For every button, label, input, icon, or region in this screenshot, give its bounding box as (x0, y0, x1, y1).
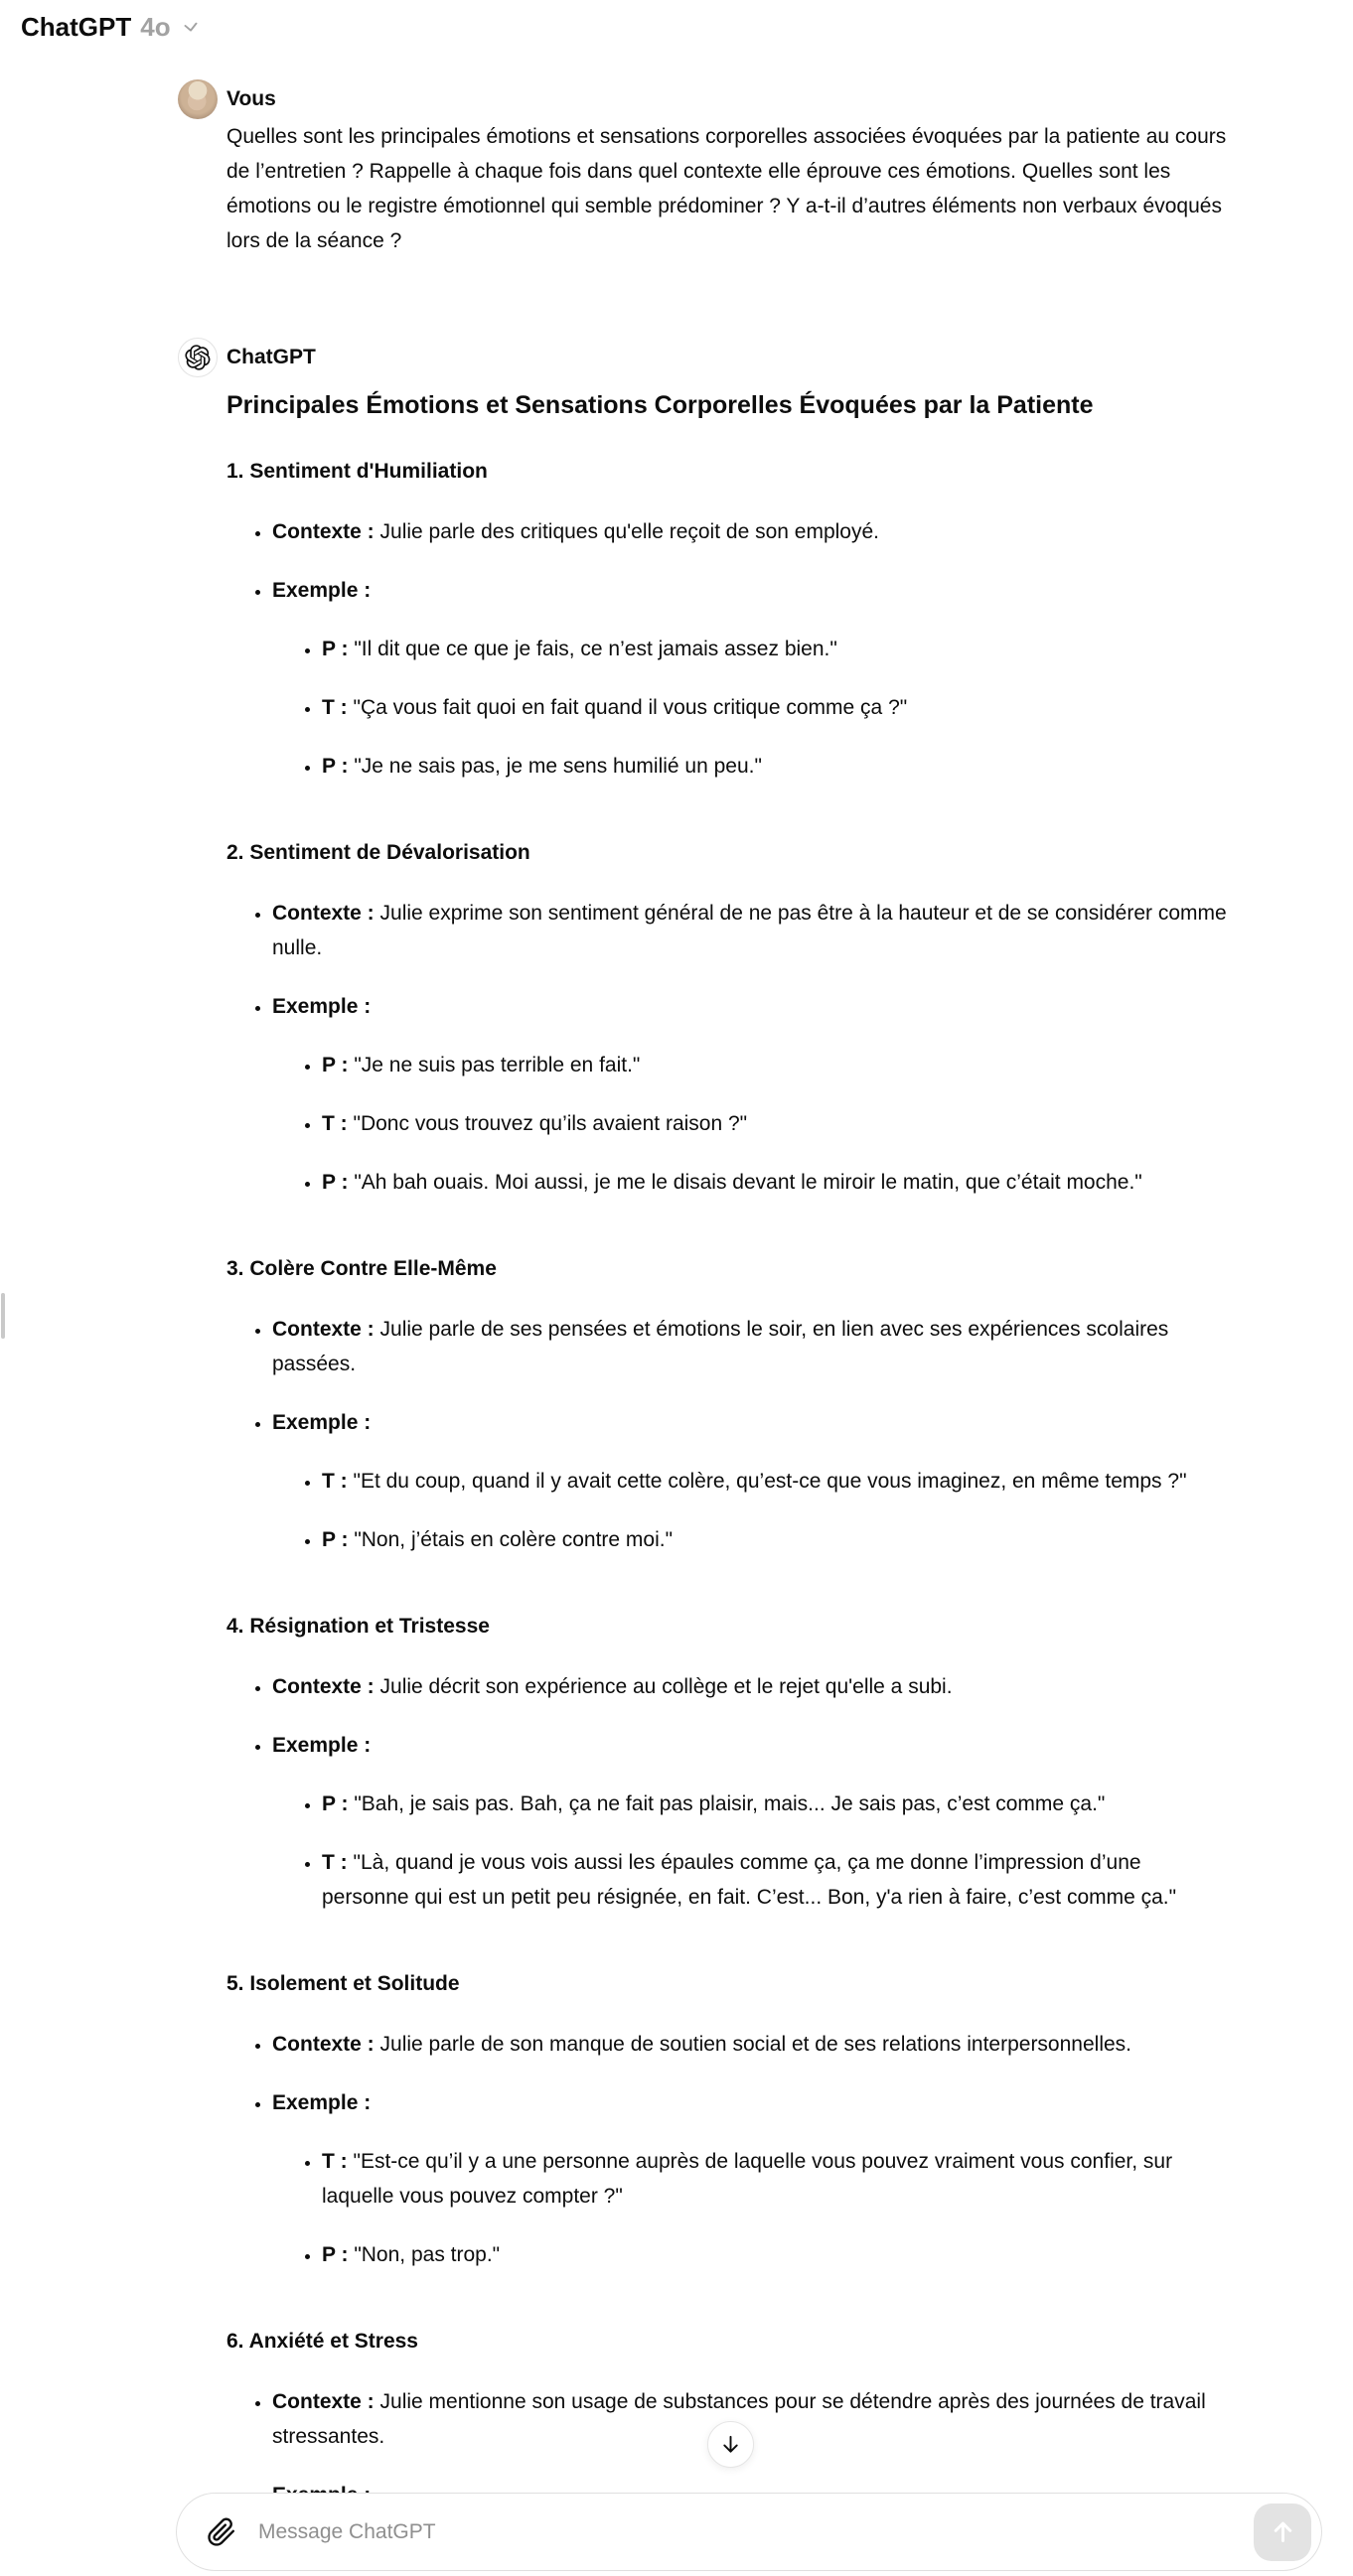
response-section-4 (226, 1609, 1232, 1915)
exemple-label: Exemple : (272, 2091, 372, 2114)
exemple-label: Exemple : (272, 1734, 372, 1757)
quote-list (272, 2144, 1232, 2272)
contexte-text: Julie parle de son manque de soutien social et de ses relations interpersonnelles. (379, 2033, 1131, 2056)
section-list (226, 1669, 1232, 1915)
contexte-label: Contexte : (272, 2390, 375, 2413)
section-title: 6. Anxiété et Stress (226, 2330, 418, 2353)
assistant-message (178, 338, 1282, 2536)
quote-item (322, 690, 1232, 725)
section-list (226, 1312, 1232, 1557)
speaker-label: T : (322, 2150, 348, 2173)
attach-file-button[interactable] (199, 2509, 244, 2555)
app-title: ChatGPT (21, 12, 132, 42)
model-name: 4o (140, 12, 171, 42)
quote-text: "Là, quand je vous vois aussi les épaules comme ça, ça me donne l’impression d’une personne qui est un petit peu résignée, en fait. C’est... Bon, y'a rien à faire, c’est comme ça." (322, 1851, 1177, 1909)
conversation (178, 79, 1282, 2536)
contexte-text: Julie parle des critiques qu'elle reçoit de son employé. (379, 520, 879, 543)
exemple-label: Exemple : (272, 995, 372, 1018)
contexte-item (272, 514, 1232, 549)
quote-item (322, 632, 1232, 666)
speaker-label: T : (322, 1470, 348, 1493)
response-section-3 (226, 1251, 1232, 1557)
speaker-label: P : (322, 755, 349, 778)
contexte-text: Julie parle de ses pensées et émotions le soir, en lien avec ses expériences scolaires passées. (272, 1318, 1169, 1375)
contexte-item (272, 1669, 1232, 1704)
speaker-label: P : (322, 638, 349, 660)
quote-item (322, 749, 1232, 784)
send-button[interactable] (1254, 2504, 1311, 2561)
quote-list (272, 632, 1232, 784)
speaker-label: P : (322, 2243, 349, 2266)
chevron-down-icon (180, 18, 202, 40)
contexte-label: Contexte : (272, 902, 375, 925)
speaker-label: P : (322, 1171, 349, 1194)
exemple-label: Exemple : (272, 1411, 372, 1434)
response-section-6 (226, 2324, 1232, 2512)
section-title: 4. Résignation et Tristesse (226, 1615, 490, 1638)
contexte-text: Julie mentionne son usage de substances pour se détendre après des journées de travail stressantes. (272, 2390, 1206, 2448)
assistant-avatar (178, 338, 218, 377)
contexte-text: Julie décrit son expérience au collège et le rejet qu'elle a subi. (379, 1675, 953, 1698)
arrow-up-icon (1270, 2518, 1296, 2545)
user-message-text: Quelles sont les principales émotions et sensations corporelles associées évoquées par la patiente au cours de l’entretien ? Rappelle à chaque fois dans quel contexte elle éprouve ces émotions. Quelles sont les émotions ou le registre émotionnel qui semble prédominer ? Y a-t-il d’autres éléments non verbaux évoqués lors de la séance ? (226, 125, 1227, 252)
openai-logo-icon (185, 345, 211, 370)
exemple-item (272, 573, 1232, 784)
quote-text: "Non, j’étais en colère contre moi." (354, 1528, 674, 1551)
quote-text: "Il dit que ce que je fais, ce n’est jamais assez bien." (354, 638, 837, 660)
speaker-label: T : (322, 1112, 348, 1135)
scrollbar-thumb[interactable] (1, 1293, 5, 1339)
quote-list (272, 1048, 1232, 1200)
user-message (178, 79, 1282, 258)
contexte-item (272, 2027, 1232, 2062)
quote-item (322, 2237, 1232, 2272)
quote-text: "Donc vous trouvez qu’ils avaient raison ?" (353, 1112, 748, 1135)
speaker-label: T : (322, 1851, 348, 1874)
contexte-item (272, 896, 1232, 965)
section-title: 3. Colère Contre Elle-Même (226, 1257, 497, 1280)
quote-list (272, 1787, 1232, 1915)
quote-text: "Est-ce qu’il y a une personne auprès de laquelle vous pouvez vraiment vous confier, sur laquelle vous pouvez compter ?" (322, 2150, 1173, 2208)
quote-item (322, 1048, 1232, 1082)
exemple-item (272, 2085, 1232, 2272)
quote-item (322, 1464, 1232, 1499)
section-list (226, 2027, 1232, 2272)
speaker-label: P : (322, 1792, 349, 1815)
section-title: 1. Sentiment d'Humiliation (226, 460, 488, 483)
quote-item (322, 1522, 1232, 1557)
contexte-label: Contexte : (272, 1675, 375, 1698)
quote-item (322, 1787, 1232, 1821)
quote-item (322, 1845, 1232, 1915)
user-author-name: Vous (226, 87, 276, 110)
quote-text: "Je ne sais pas, je me sens humilié un peu." (354, 755, 762, 778)
quote-item (322, 2144, 1232, 2214)
assistant-message-content (226, 338, 1232, 2536)
message-composer[interactable] (176, 2493, 1322, 2571)
speaker-label: P : (322, 1528, 349, 1551)
contexte-text: Julie exprime son sentiment général de ne pas être à la hauteur et de se considérer comme nulle. (272, 902, 1227, 959)
quote-text: "Je ne suis pas terrible en fait." (354, 1054, 641, 1076)
contexte-item (272, 1312, 1232, 1381)
paperclip-icon (207, 2517, 236, 2547)
exemple-item (272, 1728, 1232, 1915)
quote-text: "Ça vous fait quoi en fait quand il vous critique comme ça ?" (353, 696, 908, 719)
assistant-author-name: ChatGPT (226, 346, 316, 368)
model-selector[interactable] (21, 10, 202, 44)
exemple-item (272, 989, 1232, 1200)
exemple-item (272, 1405, 1232, 1557)
section-title: 2. Sentiment de Dévalorisation (226, 841, 530, 864)
user-avatar (178, 79, 218, 119)
user-message-content (226, 79, 1232, 258)
quote-text: "Non, pas trop." (354, 2243, 501, 2266)
scroll-to-bottom-button[interactable] (707, 2421, 754, 2468)
contexte-label: Contexte : (272, 2033, 375, 2056)
section-list (226, 514, 1232, 784)
response-heading: Principales Émotions et Sensations Corporelles Évoquées par la Patiente (226, 391, 1094, 419)
quote-text: "Bah, je sais pas. Bah, ça ne fait pas plaisir, mais... Je sais pas, c’est comme ça." (354, 1792, 1106, 1815)
quote-text: "Ah bah ouais. Moi aussi, je me le disais devant le miroir le matin, que c’était moche." (354, 1171, 1142, 1194)
quote-item (322, 1106, 1232, 1141)
quote-item (322, 1165, 1232, 1200)
response-section-5 (226, 1966, 1232, 2272)
section-list (226, 896, 1232, 1200)
response-section-1 (226, 454, 1232, 784)
speaker-label: T : (322, 696, 348, 719)
arrow-down-icon (719, 2433, 742, 2456)
quote-list (272, 1464, 1232, 1557)
contexte-label: Contexte : (272, 520, 375, 543)
response-section-2 (226, 835, 1232, 1200)
contexte-label: Contexte : (272, 1318, 375, 1341)
exemple-label: Exemple : (272, 579, 372, 602)
quote-text: "Et du coup, quand il y avait cette colère, qu’est-ce que vous imaginez, en même temps ?" (353, 1470, 1187, 1493)
message-input[interactable] (256, 2519, 1254, 2545)
section-title: 5. Isolement et Solitude (226, 1972, 460, 1995)
speaker-label: P : (322, 1054, 349, 1076)
